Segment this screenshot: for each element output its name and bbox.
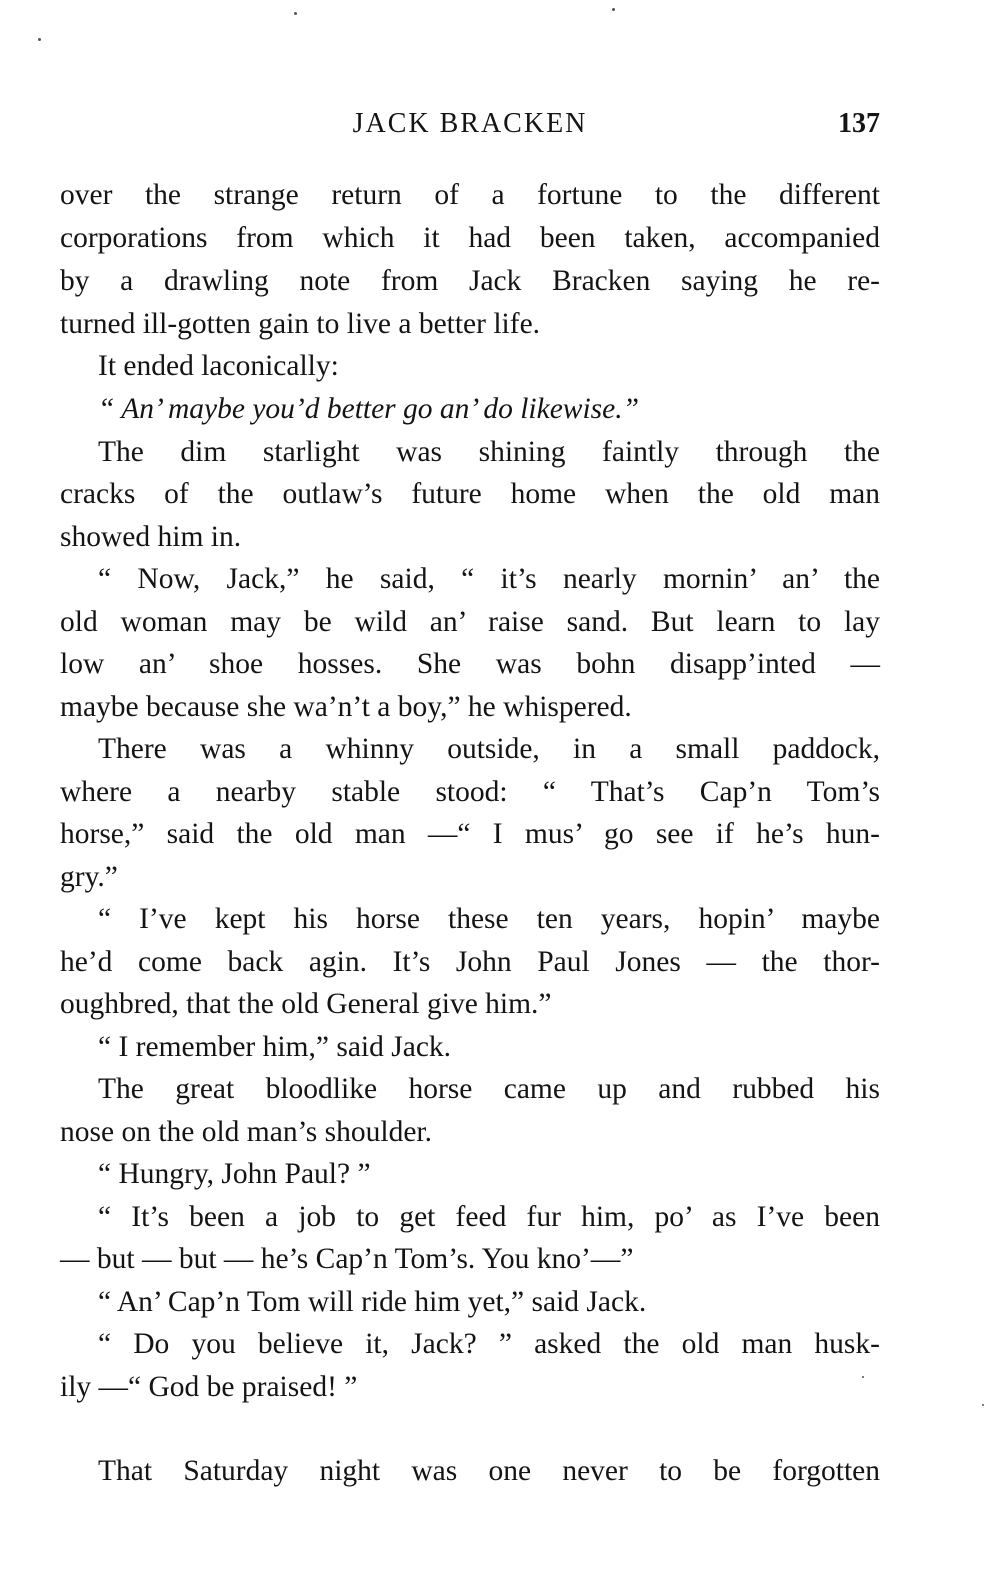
text-line: “ An’ Cap’n Tom will ride him yet,” said Jack. bbox=[98, 1286, 647, 1318]
text-line: There was a whinny outside, in a small paddock, bbox=[98, 733, 880, 765]
text-line: “ Now, Jack,” he said, “ it’s nearly mornin’ an’ the bbox=[98, 563, 880, 595]
text-line: over the strange return of a fortune to the different bbox=[60, 179, 880, 211]
text-line: turned ill-gotten gain to live a better life. bbox=[60, 308, 541, 340]
scan-speck bbox=[294, 12, 297, 15]
text-line: That Saturday night was one never to be forgotten bbox=[98, 1455, 880, 1487]
scan-speck bbox=[612, 8, 615, 11]
text-line: ily —“ God be praised! ” bbox=[60, 1371, 358, 1403]
text-line: It ended laconically: bbox=[98, 350, 339, 382]
text-line: where a nearby stable stood: “ That’s Cap’n Tom’s bbox=[60, 776, 880, 808]
text-line: showed him in. bbox=[60, 521, 242, 553]
scan-speck bbox=[38, 38, 41, 41]
running-header bbox=[60, 108, 880, 152]
text-line: gry.” bbox=[60, 861, 118, 893]
scan-speck bbox=[982, 1404, 984, 1406]
text-line: old woman may be wild an’ raise sand. But learn to lay bbox=[60, 606, 880, 638]
running-title: JACK BRACKEN bbox=[352, 108, 588, 139]
text-line: cracks of the outlaw’s future home when the old man bbox=[60, 478, 880, 510]
text-line: low an’ shoe hosses. She was bohn disapp’inted — bbox=[60, 648, 880, 680]
text-line: “ Do you believe it, Jack? ” asked the old man husk- bbox=[98, 1328, 880, 1360]
text-line: corporations from which it had been taken, accompanied bbox=[60, 222, 880, 254]
text-line: “ I’ve kept his horse these ten years, hopin’ maybe bbox=[98, 903, 880, 935]
text-line: horse,” said the old man —“ I mus’ go see if he’s hun- bbox=[60, 818, 880, 850]
text-line: “ An’ maybe you’d better go an’ do likewise.” bbox=[98, 393, 640, 425]
text-line: The great bloodlike horse came up and rubbed his bbox=[98, 1073, 880, 1105]
text-line: “ I remember him,” said Jack. bbox=[98, 1031, 452, 1063]
text-line: “ Hungry, John Paul? ” bbox=[98, 1158, 371, 1190]
text-line: he’d come back agin. It’s John Paul Jones — the thor- bbox=[60, 946, 880, 978]
text-line: “ It’s been a job to get feed fur him, po’ as I’ve been bbox=[98, 1201, 880, 1233]
text-line: oughbred, that the old General give him.” bbox=[60, 988, 552, 1020]
text-line: The dim starlight was shining faintly through the bbox=[98, 436, 880, 468]
text-line: nose on the old man’s shoulder. bbox=[60, 1116, 432, 1148]
text-line: by a drawling note from Jack Bracken saying he re- bbox=[60, 265, 880, 297]
text-line: — but — but — he’s Cap’n Tom’s. You kno’—” bbox=[60, 1243, 634, 1275]
scan-speck bbox=[862, 1376, 864, 1378]
text-line: maybe because she wa’n’t a boy,” he whispered. bbox=[60, 691, 632, 723]
page-number: 137 bbox=[838, 108, 880, 139]
